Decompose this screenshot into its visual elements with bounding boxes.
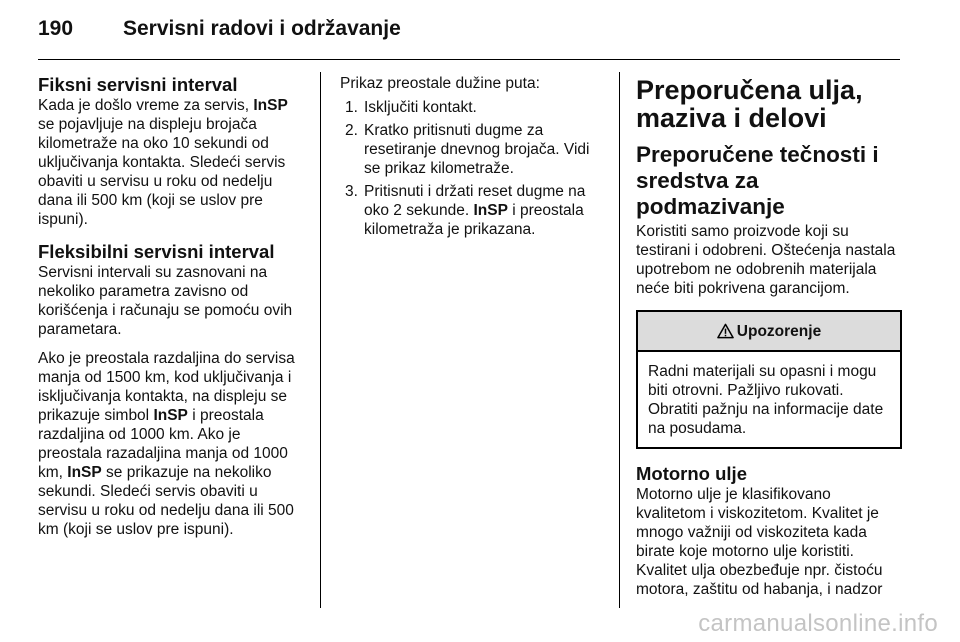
watermark: carmanualsonline.info xyxy=(698,610,938,637)
column-right xyxy=(636,74,902,599)
insp-symbol: InSP xyxy=(473,202,508,219)
page-number: 190 xyxy=(38,17,74,40)
steps-list xyxy=(340,98,602,239)
recommended-oils-heading: Preporučena ulja, maziva i delovi xyxy=(636,75,863,133)
list-item xyxy=(340,121,602,178)
page-title: Servisni radovi i održavanje xyxy=(123,17,401,40)
page-header xyxy=(0,0,960,60)
recommended-fluids-paragraph: Koristiti samo proizvode koji su testirani i odobreni. Oštećenja nastala upotrebom ne odobrenih materijala neće biti pokrivena garancijom. xyxy=(636,223,896,297)
flexible-interval-paragraph-1: Servisni intervali su zasnovani na nekoliko parametra zavisno od korišćenja i računaju se pomoću ovih parametara. xyxy=(38,264,293,338)
fixed-text-a: Kada je došlo vreme za servis, xyxy=(38,97,254,114)
insp-symbol: InSP xyxy=(253,97,288,114)
step-text-a: Pritisnuti i držati reset dugme na oko 2 sekunde. xyxy=(364,183,586,219)
fixed-text-b: se pojavljuje na displeju brojača kilometraže na oko 10 sekundi od uključivanja kontakta. Sledeći servis obaviti u servisu u roku od nedelju dana ili 500 km (koji se uslov pre ispuni). xyxy=(38,116,286,228)
insp-symbol: InSP xyxy=(153,407,188,424)
warning-triangle-icon xyxy=(717,323,734,339)
header-divider xyxy=(38,59,900,60)
recommended-fluids-heading: Preporučene tečnosti i sredstva za podmazivanje xyxy=(636,142,879,219)
flexible-interval-heading: Fleksibilni servisni interval xyxy=(38,241,275,262)
column-left xyxy=(38,74,306,539)
warning-text: Radni materijali su opasni i mogu biti otrovni. Pažljivo rukovati. Obratiti pažnju na informacije date na posudama. xyxy=(648,363,884,437)
warning-title: Upozorenje xyxy=(736,322,822,340)
list-item xyxy=(340,182,602,239)
warning-header xyxy=(638,312,900,352)
step-number: 2. xyxy=(345,122,358,139)
flex-text-b: i preostala razdaljina od 1000 km. Ako je preostala razadaljina manja od 1000 km, xyxy=(38,407,288,481)
step-text: Kratko pritisnuti dugme za resetiranje dnevnog brojača. Vidi se prikaz kilometraže. xyxy=(364,122,590,177)
fixed-interval-heading: Fiksni servisni interval xyxy=(38,74,238,95)
step-text-b: i preostala kilometraža je prikazana. xyxy=(364,202,584,238)
flexible-interval-paragraph-2 xyxy=(38,349,306,539)
list-item xyxy=(340,98,602,117)
column-middle xyxy=(340,74,602,243)
steps-intro: Prikaz preostale dužine puta: xyxy=(340,75,540,92)
flex-text-c: se prikazuje na nekoliko sekundi. Sledeći servis obaviti u servisu u roku od nedelju dana ili 500 km (koji se uslov pre ispuni). xyxy=(38,464,294,538)
insp-symbol: InSP xyxy=(67,464,102,481)
column-divider-1 xyxy=(320,72,321,608)
warning-box xyxy=(636,310,902,449)
step-text: Isključiti kontakt. xyxy=(364,99,477,116)
step-number: 1. xyxy=(345,99,358,116)
engine-oil-paragraph: Motorno ulje je klasifikovano kvalitetom i viskozitetom. Kvalitet je mnogo važniji od viskoziteta kada birate koje motorno ulje koristiti. Kvalitet ulja obezbeđuje npr. čistoću motora, zaštitu od habanja, i nadzor xyxy=(636,486,883,598)
column-divider-2 xyxy=(619,72,620,608)
step-number: 3. xyxy=(345,183,358,200)
engine-oil-heading: Motorno ulje xyxy=(636,463,747,484)
flex-text-a: Ako je preostala razdaljina do servisa manja od 1500 km, kod uključivanja i isključivanja kontakta, na displeju se prikazuje simbol xyxy=(38,350,295,424)
fixed-interval-paragraph xyxy=(38,96,306,229)
